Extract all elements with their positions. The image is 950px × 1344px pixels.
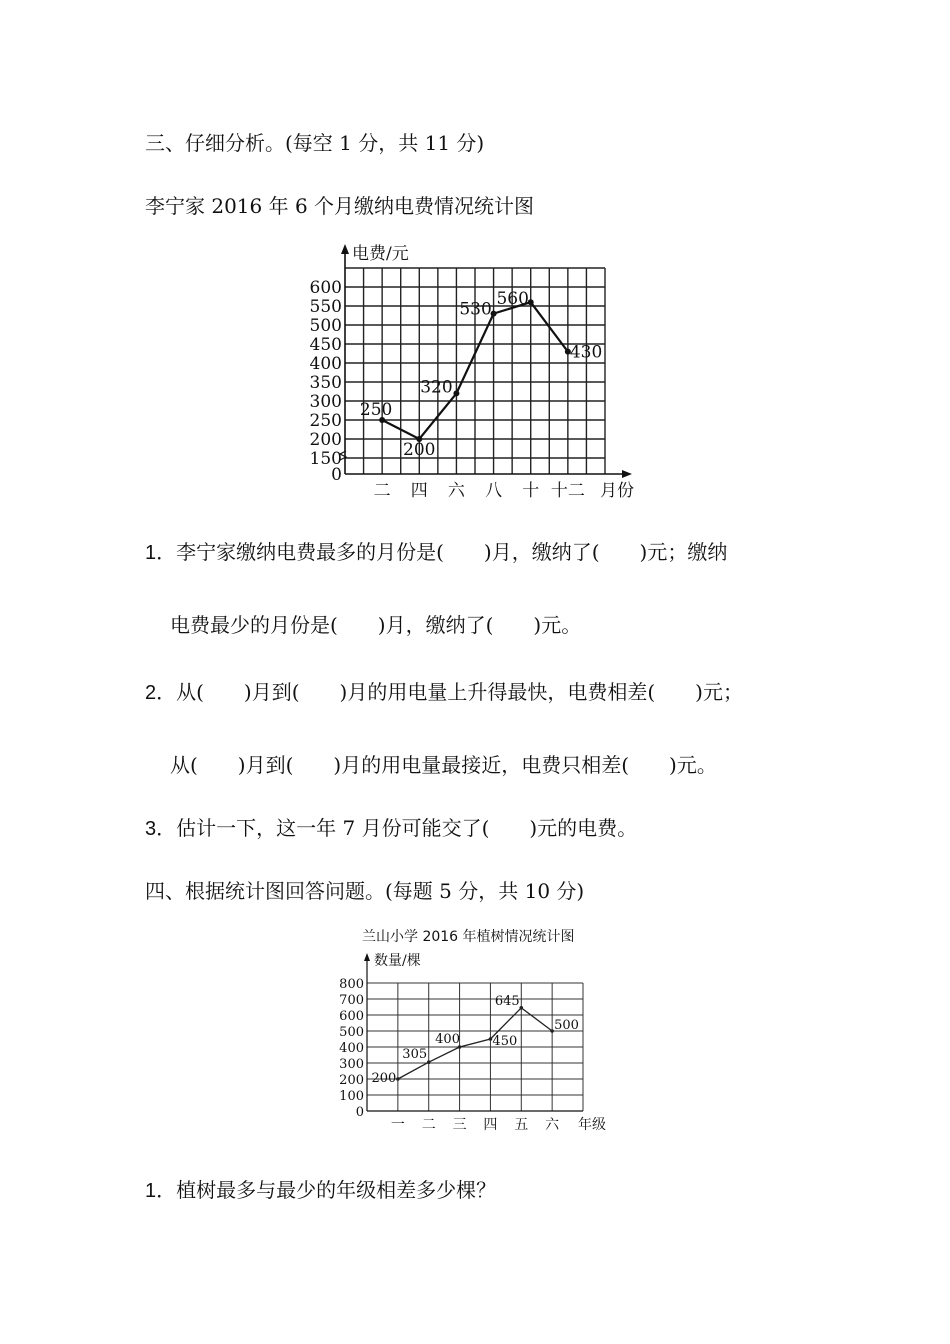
y-tick-label: 250 bbox=[309, 411, 342, 431]
y-tick-label: 600 bbox=[339, 1009, 364, 1024]
y-tick-label: 200 bbox=[309, 430, 342, 450]
y-tick-label: 150 bbox=[309, 449, 342, 469]
y-axis-arrow bbox=[364, 953, 370, 961]
question-number: 1． bbox=[145, 542, 177, 564]
question-number: 2． bbox=[145, 682, 177, 704]
data-label: 305 bbox=[402, 1047, 428, 1063]
data-point bbox=[427, 1060, 431, 1064]
y-tick-label: 500 bbox=[309, 316, 342, 336]
question-text: 从( )月到( )月的用电量上升得最快，电费相差( )元； bbox=[176, 680, 743, 704]
data-point bbox=[453, 390, 459, 396]
section-3-heading: 三、仔细分析。(每空 1 分，共 11 分) bbox=[145, 131, 485, 155]
x-tick-label: 二 bbox=[373, 481, 391, 501]
question-3-1-line-1 bbox=[145, 539, 727, 566]
x-tick-labels bbox=[391, 1117, 560, 1133]
y-axis-arrow bbox=[341, 244, 349, 254]
question-3-3-line-1 bbox=[145, 815, 637, 842]
y-tick-label: 100 bbox=[339, 1089, 364, 1104]
y-tick-label: 500 bbox=[339, 1025, 364, 1040]
y-tick-label: 300 bbox=[339, 1057, 364, 1072]
data-point bbox=[519, 1006, 523, 1010]
question-number: 1． bbox=[145, 1180, 177, 1202]
series-line bbox=[398, 1008, 552, 1079]
tree-planting-chart bbox=[330, 922, 650, 1137]
data-label: 430 bbox=[569, 342, 603, 363]
grid bbox=[367, 983, 583, 1111]
y-tick-label: 0 bbox=[355, 1105, 364, 1120]
x-tick-labels bbox=[374, 481, 585, 501]
x-tick-label: 一 bbox=[390, 1117, 405, 1133]
x-tick-label: 二 bbox=[421, 1117, 436, 1133]
chart-1-title: 李宁家 2016 年 6 个月缴纳电费情况统计图 bbox=[145, 194, 535, 218]
question-text: 估计一下，这一年 7 月份可能交了( )元的电费。 bbox=[176, 816, 638, 840]
x-tick-label: 十二 bbox=[550, 481, 585, 501]
x-axis-label: 年级 bbox=[578, 1117, 606, 1133]
y-tick-label: 800 bbox=[339, 977, 364, 992]
x-tick-label: 四 bbox=[483, 1117, 498, 1133]
y-axis-label: 数量/棵 bbox=[374, 953, 421, 969]
y-tick-labels bbox=[310, 278, 342, 485]
y-tick-label: 350 bbox=[309, 373, 342, 393]
axes bbox=[364, 953, 583, 1111]
x-axis-arrow bbox=[622, 470, 632, 478]
x-tick-label: 四 bbox=[410, 481, 428, 501]
data-label: 200 bbox=[371, 1071, 397, 1086]
y-tick-label: 550 bbox=[309, 297, 342, 317]
data-label: 645 bbox=[494, 993, 520, 1009]
data-label: 530 bbox=[459, 299, 492, 320]
y-tick-label: 400 bbox=[309, 354, 342, 374]
data-point bbox=[396, 1077, 400, 1081]
question-4-1-line-1 bbox=[145, 1177, 496, 1204]
data-label: 560 bbox=[496, 289, 529, 310]
question-3-2-line-2: 从( )月到( )月的用电量最接近，电费只相差( )元。 bbox=[170, 753, 717, 777]
question-text: 李宁家缴纳电费最多的月份是( )月，缴纳了( )元；缴纳 bbox=[176, 540, 728, 564]
y-tick-labels bbox=[339, 977, 364, 1120]
question-text: 植树最多与最少的年级相差多少棵？ bbox=[176, 1178, 497, 1202]
x-tick-label: 十 bbox=[522, 481, 540, 501]
question-number: 3． bbox=[145, 818, 177, 840]
y-tick-label: 600 bbox=[309, 278, 342, 298]
chart-2-title: 兰山小学 2016 年植树情况统计图 bbox=[362, 929, 575, 945]
data-label: 250 bbox=[359, 400, 393, 420]
y-tick-label: 300 bbox=[309, 392, 342, 412]
data-label: 400 bbox=[435, 1032, 460, 1047]
x-tick-label: 八 bbox=[485, 481, 503, 501]
question-3-1-line-2: 电费最少的月份是( )月，缴纳了( )元。 bbox=[170, 613, 582, 637]
y-axis-label: 电费/元 bbox=[352, 244, 409, 264]
data-label: 450 bbox=[492, 1034, 518, 1049]
data-series bbox=[371, 994, 579, 1086]
y-tick-label: 450 bbox=[309, 335, 342, 355]
data-label: 320 bbox=[420, 377, 453, 398]
section-4-heading: 四、根据统计图回答问题。(每题 5 分，共 10 分) bbox=[145, 879, 585, 903]
x-tick-label: 三 bbox=[452, 1117, 467, 1133]
y-tick-label: 400 bbox=[339, 1041, 364, 1056]
data-label: 500 bbox=[554, 1018, 579, 1033]
data-label: 200 bbox=[403, 440, 436, 460]
y-tick-label: 200 bbox=[339, 1073, 364, 1088]
x-axis-label: 月份 bbox=[600, 481, 634, 501]
y-tick-label: 0 bbox=[331, 465, 342, 485]
x-tick-label: 六 bbox=[447, 481, 465, 501]
x-tick-label: 六 bbox=[545, 1117, 560, 1133]
electricity-fee-chart bbox=[300, 238, 700, 508]
y-tick-label: 700 bbox=[339, 993, 364, 1008]
data-series bbox=[360, 289, 602, 460]
x-tick-label: 五 bbox=[514, 1117, 529, 1133]
question-3-2-line-1 bbox=[145, 679, 743, 706]
